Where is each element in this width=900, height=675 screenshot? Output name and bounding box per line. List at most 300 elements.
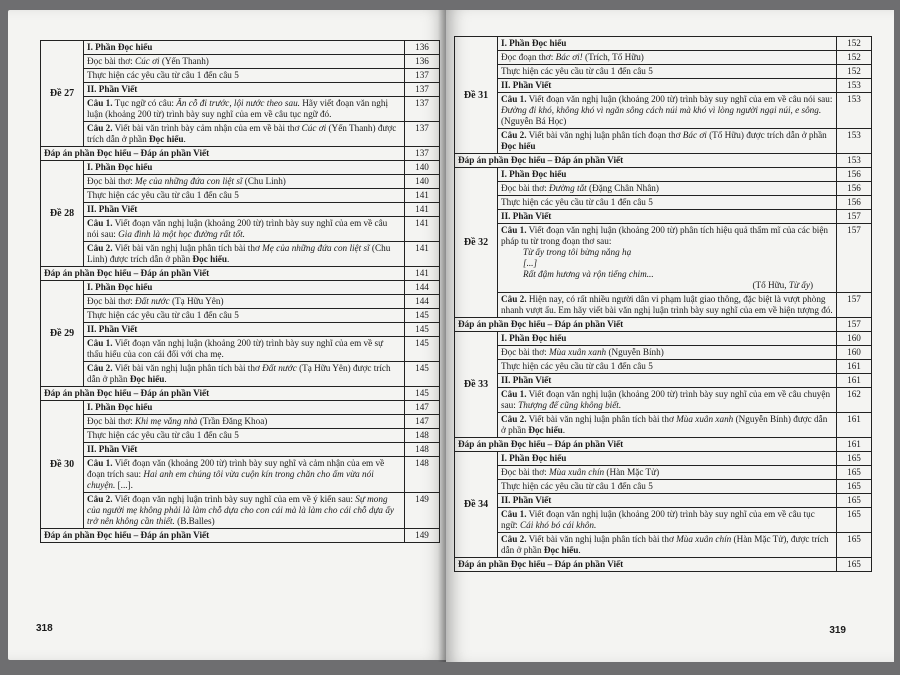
- page-ref: 141: [405, 242, 440, 267]
- toc-row: [455, 494, 872, 508]
- entry-text: Thực hiện các yêu cầu từ câu 1 đến câu 5: [87, 190, 239, 200]
- page-ref: 152: [837, 65, 872, 79]
- page-ref: 137: [405, 69, 440, 83]
- section-heading: II. Phần Viết: [501, 375, 552, 385]
- toc-entry-text: [455, 558, 837, 572]
- question-label: Câu 1.: [87, 338, 113, 348]
- italic-quote: Mẹ của những đứa con liệt sĩ: [262, 243, 370, 253]
- entry-text-after: (Yến Thanh) được trích dẫn ở phần: [87, 123, 397, 144]
- toc-entry-text: [84, 203, 405, 217]
- toc-entry-text: [84, 217, 405, 242]
- toc-entry-text: [498, 224, 837, 293]
- page-ref: 147: [405, 415, 440, 429]
- toc-entry-text: [84, 161, 405, 175]
- entry-text: Đọc bài thơ:: [87, 176, 135, 186]
- page-ref: 137: [405, 97, 440, 122]
- entry-text: Thực hiện các yêu cầu từ câu 1 đến câu 5: [87, 310, 239, 320]
- entry-end: .: [226, 254, 230, 264]
- toc-entry-text: [498, 508, 837, 533]
- page-ref: 161: [837, 413, 872, 438]
- toc-row: [455, 388, 872, 413]
- exam-label: Đề 28: [41, 161, 84, 267]
- bold-reference: Đọc hiểu: [192, 254, 227, 264]
- toc-entry-text: [84, 189, 405, 203]
- toc-entry-text: [84, 41, 405, 55]
- entry-text-after: (Nguyễn Bính): [606, 347, 664, 357]
- right-page: [446, 10, 894, 662]
- toc-row: [41, 203, 440, 217]
- toc-entry-text: [84, 443, 405, 457]
- page-ref: 144: [405, 281, 440, 295]
- toc-row: [455, 79, 872, 93]
- toc-row: [41, 69, 440, 83]
- entry-text: Đọc đoạn thơ:: [501, 52, 556, 62]
- toc-row: [41, 175, 440, 189]
- entry-text: Viết đoạn văn (khoảng 200 từ) trình bày suy nghĩ và cảm nhận của em về đoạn trích sau:: [87, 458, 385, 479]
- toc-row: [41, 189, 440, 203]
- italic-quote: Cái khó bó cái khôn.: [520, 520, 597, 530]
- toc-row: [41, 309, 440, 323]
- poem-line: Rất đậm hương và rộn tiếng chim...: [523, 269, 654, 279]
- bold-reference: Đọc hiểu: [149, 134, 184, 144]
- bold-reference: Đọc hiểu: [501, 141, 536, 151]
- toc-table-right: [454, 36, 872, 572]
- italic-quote: Sự mong của người mẹ không phải là làm chỗ dựa cho con cái mà là làm cho cái chỗ dựa ấy trở nên không cần thiết.: [87, 494, 394, 526]
- italic-quote: Cúc ơi: [301, 123, 327, 133]
- exam-label: Đề 27: [41, 41, 84, 147]
- entry-end: .: [578, 545, 581, 555]
- toc-row: [41, 41, 440, 55]
- toc-row: [455, 360, 872, 374]
- toc-row: [41, 401, 440, 415]
- toc-entry-text: [84, 415, 405, 429]
- page-ref: 140: [405, 161, 440, 175]
- toc-entry-text: [84, 281, 405, 295]
- poem-line: [...]: [523, 258, 538, 268]
- entry-text: Viết đoạn văn nghị luận (khoảng 200 từ) trình bày suy nghĩ của em về câu nói sau:: [87, 218, 388, 239]
- entry-text: Thực hiện các yêu cầu từ câu 1 đến câu 5: [501, 361, 653, 371]
- left-page: [8, 10, 446, 660]
- page-ref: 165: [837, 494, 872, 508]
- section-heading: I. Phần Đọc hiểu: [87, 162, 153, 172]
- toc-entry-text: [84, 337, 405, 362]
- question-label: Câu 2.: [87, 123, 113, 133]
- page-ref: 161: [837, 360, 872, 374]
- toc-row: [41, 267, 440, 281]
- toc-entry-text: [498, 480, 837, 494]
- exam-label: Đề 33: [455, 332, 498, 438]
- page-ref: 162: [837, 388, 872, 413]
- toc-row: [41, 529, 440, 543]
- entry-text: Viết bài văn nghị luận phân tích đoạn thơ: [526, 130, 683, 140]
- question-label: Câu 1.: [501, 389, 527, 399]
- entry-text: Thực hiện các yêu cầu từ câu 1 đến câu 5: [87, 430, 239, 440]
- toc-row: [41, 242, 440, 267]
- toc-row: [455, 224, 872, 293]
- entry-text: Thực hiện các yêu cầu từ câu 1 đến câu 5: [501, 66, 653, 76]
- toc-entry-text: [498, 533, 837, 558]
- entry-text-after: (Tố Hữu) được trích dẫn ở phần: [706, 130, 827, 140]
- page-ref: 165: [837, 452, 872, 466]
- page-ref: 145: [405, 337, 440, 362]
- page-ref: 136: [405, 41, 440, 55]
- question-label: Câu 2.: [87, 363, 113, 373]
- entry-text: Viết bài văn nghị luận phân tích bài thơ: [526, 534, 677, 544]
- toc-entry-text: [498, 466, 837, 480]
- toc-entry-text: [498, 129, 837, 154]
- toc-entry-text: [498, 413, 837, 438]
- toc-entry-text: [84, 83, 405, 97]
- page-ref: 160: [837, 332, 872, 346]
- italic-quote: Đất nước: [262, 363, 297, 373]
- page-ref: 152: [837, 37, 872, 51]
- page-ref: 161: [837, 438, 872, 452]
- toc-row: [41, 362, 440, 387]
- entry-text-after: (Tạ Hữu Yên): [169, 296, 224, 306]
- toc-entry-text: [84, 429, 405, 443]
- toc-entry-text: [498, 93, 837, 129]
- page-ref: 148: [405, 457, 440, 493]
- entry-text: Viết bài văn trình bày cảm nhận của em về bài thơ: [112, 123, 302, 133]
- entry-text: Viết bài văn nghị luận phân tích bài thơ: [526, 414, 677, 424]
- toc-row: [455, 37, 872, 51]
- page-ref: 156: [837, 182, 872, 196]
- page-ref: 157: [837, 318, 872, 332]
- italic-quote: Mùa xuân xanh: [676, 414, 734, 424]
- entry-text: Viết bài văn nghị luận phân tích bài thơ: [112, 243, 263, 253]
- toc-row: [455, 318, 872, 332]
- answer-heading: Đáp án phần Đọc hiểu – Đáp án phần Viết: [458, 439, 624, 449]
- toc-entry-text: [84, 122, 405, 147]
- toc-row: [41, 55, 440, 69]
- bold-reference: Đọc hiểu: [528, 425, 563, 435]
- toc-row: [455, 413, 872, 438]
- toc-entry-text: [84, 493, 405, 529]
- toc-entry-text: [498, 346, 837, 360]
- section-heading: I. Phần Đọc hiểu: [87, 42, 153, 52]
- bold-reference: Đọc hiểu: [543, 545, 579, 555]
- entry-text: Đọc bài thơ:: [501, 467, 549, 477]
- entry-text-after: Hãy viết đoạn văn nghị luận (khoảng 200 từ) trình bày suy nghĩ của em về câu tục ngữ đó.: [87, 98, 388, 119]
- section-heading: II. Phần Viết: [87, 324, 138, 334]
- toc-row: [455, 332, 872, 346]
- question-label: Câu 1.: [87, 98, 113, 108]
- question-label: Câu 2.: [501, 294, 527, 304]
- entry-text-after: [...].: [115, 480, 133, 490]
- entry-text-after: (Yến Thanh): [159, 56, 209, 66]
- answer-heading: Đáp án phần Đọc hiểu – Đáp án phần Viết: [458, 559, 624, 569]
- page-ref: 165: [837, 480, 872, 494]
- entry-text-after: (Hàn Mặc Tử): [604, 467, 660, 477]
- citation-end: ): [809, 280, 813, 290]
- entry-text-after: (Đặng Chân Nhân): [586, 183, 659, 193]
- entry-text: Viết bài văn nghị luận phân tích bài thơ: [112, 363, 263, 373]
- toc-row: [41, 387, 440, 401]
- entry-text-after: (B.Balles): [174, 516, 215, 526]
- toc-row: [41, 217, 440, 242]
- toc-row: [41, 415, 440, 429]
- question-label: Câu 2.: [87, 243, 113, 253]
- toc-entry-text: [498, 182, 837, 196]
- section-heading: II. Phần Viết: [87, 444, 138, 454]
- page-ref: 147: [405, 401, 440, 415]
- toc-entry-text: [498, 494, 837, 508]
- question-label: Câu 2.: [87, 494, 113, 504]
- entry-text: Thực hiện các yêu cầu từ câu 1 đến câu 5: [87, 70, 239, 80]
- toc-entry-text: [455, 318, 837, 332]
- toc-row: [455, 93, 872, 129]
- italic-quote: Mùa xuân chín: [548, 467, 605, 477]
- page-ref: 148: [405, 429, 440, 443]
- toc-entry-text: [84, 242, 405, 267]
- toc-entry-text: [41, 529, 405, 543]
- entry-text-after: (Trần Đăng Khoa): [197, 416, 268, 426]
- italic-quote: Hai anh em chúng tôi vừa cuộn kín trong chăn cho ấm vừa nói chuyện.: [87, 469, 374, 490]
- question-label: Câu 1.: [501, 94, 527, 104]
- poem-line: Từ ấy trong tôi bừng nắng hạ: [523, 247, 632, 257]
- page-ref: 141: [405, 267, 440, 281]
- entry-text-after: (Chu Linh) được trích dẫn ở phần: [87, 243, 391, 264]
- toc-entry-text: [498, 374, 837, 388]
- question-label: Câu 2.: [501, 414, 527, 424]
- toc-entry-text: [41, 147, 405, 161]
- page-ref: 137: [405, 83, 440, 97]
- italic-quote: Thượng đế cũng không biết.: [518, 400, 622, 410]
- entry-text: Đọc bài thơ:: [501, 347, 549, 357]
- page-ref: 141: [405, 217, 440, 242]
- exam-label: Đề 30: [41, 401, 84, 529]
- entry-text: Viết đoạn văn nghị luận (khoảng 200 từ) trình bày suy nghĩ của em về sự thấu hiểu của con cái đối với cha mẹ.: [87, 338, 384, 359]
- section-heading: I. Phần Đọc hiểu: [501, 169, 567, 179]
- entry-text-after: (Tạ Hữu Yên) được trích dẫn ở phần: [87, 363, 391, 384]
- toc-entry-text: [498, 452, 837, 466]
- toc-entry-text: [498, 65, 837, 79]
- section-heading: I. Phần Đọc hiểu: [501, 333, 567, 343]
- entry-text-after: (Nguyễn Bá Học): [501, 116, 567, 126]
- toc-row: [41, 429, 440, 443]
- citation-title: Từ ấy: [788, 280, 810, 290]
- toc-row: [455, 168, 872, 182]
- answer-heading: Đáp án phần Đọc hiểu – Đáp án phần Viết: [44, 148, 210, 158]
- page-ref: 165: [837, 466, 872, 480]
- toc-entry-text: [84, 55, 405, 69]
- toc-entry-text: [455, 154, 837, 168]
- section-heading: I. Phần Đọc hiểu: [87, 402, 153, 412]
- toc-row: [455, 65, 872, 79]
- page-ref: 145: [405, 387, 440, 401]
- entry-text: Tục ngữ có câu:: [112, 98, 177, 108]
- page-ref: 153: [837, 93, 872, 129]
- toc-row: [455, 346, 872, 360]
- answer-heading: Đáp án phần Đọc hiểu – Đáp án phần Viết: [44, 268, 210, 278]
- toc-row: [41, 323, 440, 337]
- toc-row: [455, 210, 872, 224]
- page-ref: 145: [405, 362, 440, 387]
- toc-row: [455, 480, 872, 494]
- toc-row: [455, 508, 872, 533]
- exam-label: Đề 31: [455, 37, 498, 154]
- page-ref: 152: [837, 51, 872, 65]
- toc-row: [41, 147, 440, 161]
- page-ref: 148: [405, 443, 440, 457]
- page-ref: 149: [405, 493, 440, 529]
- page-ref: 157: [837, 224, 872, 293]
- toc-row: [455, 196, 872, 210]
- toc-row: [41, 457, 440, 493]
- question-label: Câu 2.: [501, 534, 527, 544]
- entry-text: Đọc bài thơ:: [87, 416, 135, 426]
- page-ref: 141: [405, 189, 440, 203]
- page-ref: 144: [405, 295, 440, 309]
- italic-quote: Bác ơi: [682, 130, 707, 140]
- question-label: Câu 1.: [501, 509, 527, 519]
- entry-text-after: (Hàn Mặc Tử), được trích dẫn ở phần: [501, 534, 829, 555]
- page-ref: 153: [837, 129, 872, 154]
- section-heading: II. Phần Viết: [501, 495, 552, 505]
- toc-row: [41, 443, 440, 457]
- toc-entry-text: [84, 69, 405, 83]
- toc-row: [41, 281, 440, 295]
- section-heading: I. Phần Đọc hiểu: [501, 453, 567, 463]
- italic-quote: Gia đình là một học đường rất tốt.: [118, 229, 245, 239]
- answer-heading: Đáp án phần Đọc hiểu – Đáp án phần Viết: [458, 319, 624, 329]
- page-ref: 157: [837, 293, 872, 318]
- section-heading: II. Phần Viết: [87, 204, 138, 214]
- toc-entry-text: [41, 387, 405, 401]
- question-label: Câu 1.: [501, 225, 527, 235]
- toc-entry-text: [41, 267, 405, 281]
- exam-label: Đề 32: [455, 168, 498, 318]
- page-ref: 137: [405, 122, 440, 147]
- entry-text-after: (Chu Linh): [242, 176, 286, 186]
- answer-heading: Đáp án phần Đọc hiểu – Đáp án phần Viết: [44, 388, 210, 398]
- italic-quote: Đường tắt: [548, 183, 587, 193]
- page-ref: 145: [405, 323, 440, 337]
- italic-quote: Cúc ơi: [134, 56, 160, 66]
- entry-text: Thực hiện các yêu cầu từ câu 1 đến câu 5: [501, 197, 653, 207]
- toc-entry-text: [498, 210, 837, 224]
- italic-quote: Ăn cỗ đi trước, lội nước theo sau.: [176, 98, 300, 108]
- question-label: Câu 1.: [87, 218, 113, 228]
- entry-text-after: (Nguyễn Bính) được dẫn ở phần: [501, 414, 828, 435]
- entry-end: .: [562, 425, 566, 435]
- entry-end: .: [164, 374, 167, 384]
- toc-entry-text: [84, 323, 405, 337]
- toc-entry-text: [84, 457, 405, 493]
- section-heading: I. Phần Đọc hiểu: [501, 38, 567, 48]
- entry-text: Đọc bài thơ:: [501, 183, 549, 193]
- italic-quote: Mùa xuân xanh: [548, 347, 607, 357]
- page-ref: 157: [837, 210, 872, 224]
- page-ref: 153: [837, 79, 872, 93]
- toc-entry-text: [84, 295, 405, 309]
- toc-row: [455, 129, 872, 154]
- toc-entry-text: [498, 360, 837, 374]
- answer-heading: Đáp án phần Đọc hiểu – Đáp án phần Viết: [44, 530, 210, 540]
- answer-heading: Đáp án phần Đọc hiểu – Đáp án phần Viết: [458, 155, 624, 165]
- entry-end: .: [183, 134, 186, 144]
- toc-entry-text: [455, 438, 837, 452]
- page-ref: 156: [837, 168, 872, 182]
- toc-entry-text: [84, 97, 405, 122]
- page-ref: 149: [405, 529, 440, 543]
- bold-reference: Đọc hiểu: [129, 374, 165, 384]
- toc-row: [41, 97, 440, 122]
- page-number-left: 318: [36, 623, 53, 634]
- toc-entry-text: [498, 51, 837, 65]
- toc-row: [455, 374, 872, 388]
- page-ref: 161: [837, 374, 872, 388]
- entry-text-after: (Trích, Tố Hữu): [582, 52, 644, 62]
- toc-row: [41, 122, 440, 147]
- toc-entry-text: [84, 401, 405, 415]
- entry-text: Viết đoạn văn nghị luận (khoảng 200 từ) phân tích hiệu quả thẩm mĩ của các biện pháp tu từ trong đoạn thơ sau:: [501, 225, 829, 246]
- toc-entry-text: [84, 175, 405, 189]
- toc-row: [455, 533, 872, 558]
- toc-entry-text: [498, 168, 837, 182]
- toc-table-left: [40, 40, 440, 543]
- toc-row: [455, 452, 872, 466]
- page-ref: 165: [837, 533, 872, 558]
- section-heading: II. Phần Viết: [501, 211, 552, 221]
- question-label: Câu 2.: [501, 130, 527, 140]
- toc-entry-text: [498, 388, 837, 413]
- toc-entry-text: [498, 37, 837, 51]
- toc-row: [41, 295, 440, 309]
- page-ref: 156: [837, 196, 872, 210]
- page-ref: 165: [837, 508, 872, 533]
- toc-entry-text: [498, 332, 837, 346]
- toc-row: [41, 83, 440, 97]
- toc-row: [455, 466, 872, 480]
- italic-quote: Mẹ của những đứa con liệt sĩ: [134, 176, 243, 186]
- italic-quote: Khi mẹ vắng nhà: [134, 416, 198, 426]
- toc-row: [41, 493, 440, 529]
- italic-quote: Đường đi khó, không khó vì ngăn sông cách núi mà khó vì lòng người ngại núi, e sông.: [501, 105, 822, 115]
- section-heading: I. Phần Đọc hiểu: [87, 282, 153, 292]
- question-label: Câu 1.: [87, 458, 113, 468]
- toc-row: [455, 438, 872, 452]
- toc-row: [455, 182, 872, 196]
- entry-text: Viết đoạn văn nghị luận trình bày suy nghĩ của em về ý kiến sau:: [112, 494, 356, 504]
- toc-entry-text: [498, 196, 837, 210]
- entry-text: Đọc bài thơ:: [87, 56, 135, 66]
- page-ref: 153: [837, 154, 872, 168]
- entry-text: Hiện nay, có rất nhiều người dân vi phạm luật giao thông, đặc biệt là vượt phòng nhanh vượt ẩu. Em hãy viết bài văn nghị luận trình bày suy nghĩ của em về hiện tượng đó.: [501, 294, 833, 315]
- italic-quote: Đất nước: [134, 296, 170, 306]
- italic-quote: Mùa xuân chín: [676, 534, 732, 544]
- exam-label: Đề 34: [455, 452, 498, 558]
- entry-text: Viết đoạn văn nghị luận (khoảng 200 từ) trình bày suy nghĩ của em về câu chuyện sau:: [501, 389, 831, 410]
- page-number-right: 319: [829, 625, 846, 636]
- page-ref: 137: [405, 147, 440, 161]
- page-ref: 141: [405, 203, 440, 217]
- entry-text: Đọc bài thơ:: [87, 296, 135, 306]
- citation-author: (Tố Hữu,: [752, 280, 789, 290]
- toc-row: [41, 337, 440, 362]
- toc-entry-text: [498, 79, 837, 93]
- toc-row: [41, 161, 440, 175]
- section-heading: II. Phần Viết: [87, 84, 138, 94]
- entry-text: Thực hiện các yêu cầu từ câu 1 đến câu 5: [501, 481, 653, 491]
- toc-entry-text: [498, 293, 837, 318]
- entry-text: Viết đoạn văn nghị luận (khoảng 200 từ) trình bày suy nghĩ của em về câu nói sau:: [526, 94, 833, 104]
- toc-entry-text: [84, 362, 405, 387]
- toc-row: [455, 293, 872, 318]
- toc-entry-text: [84, 309, 405, 323]
- entry-text: Viết đoạn văn nghị luận (khoảng 200 từ) trình bày suy nghĩ của em về câu tục ngữ:: [501, 509, 815, 530]
- page-ref: 140: [405, 175, 440, 189]
